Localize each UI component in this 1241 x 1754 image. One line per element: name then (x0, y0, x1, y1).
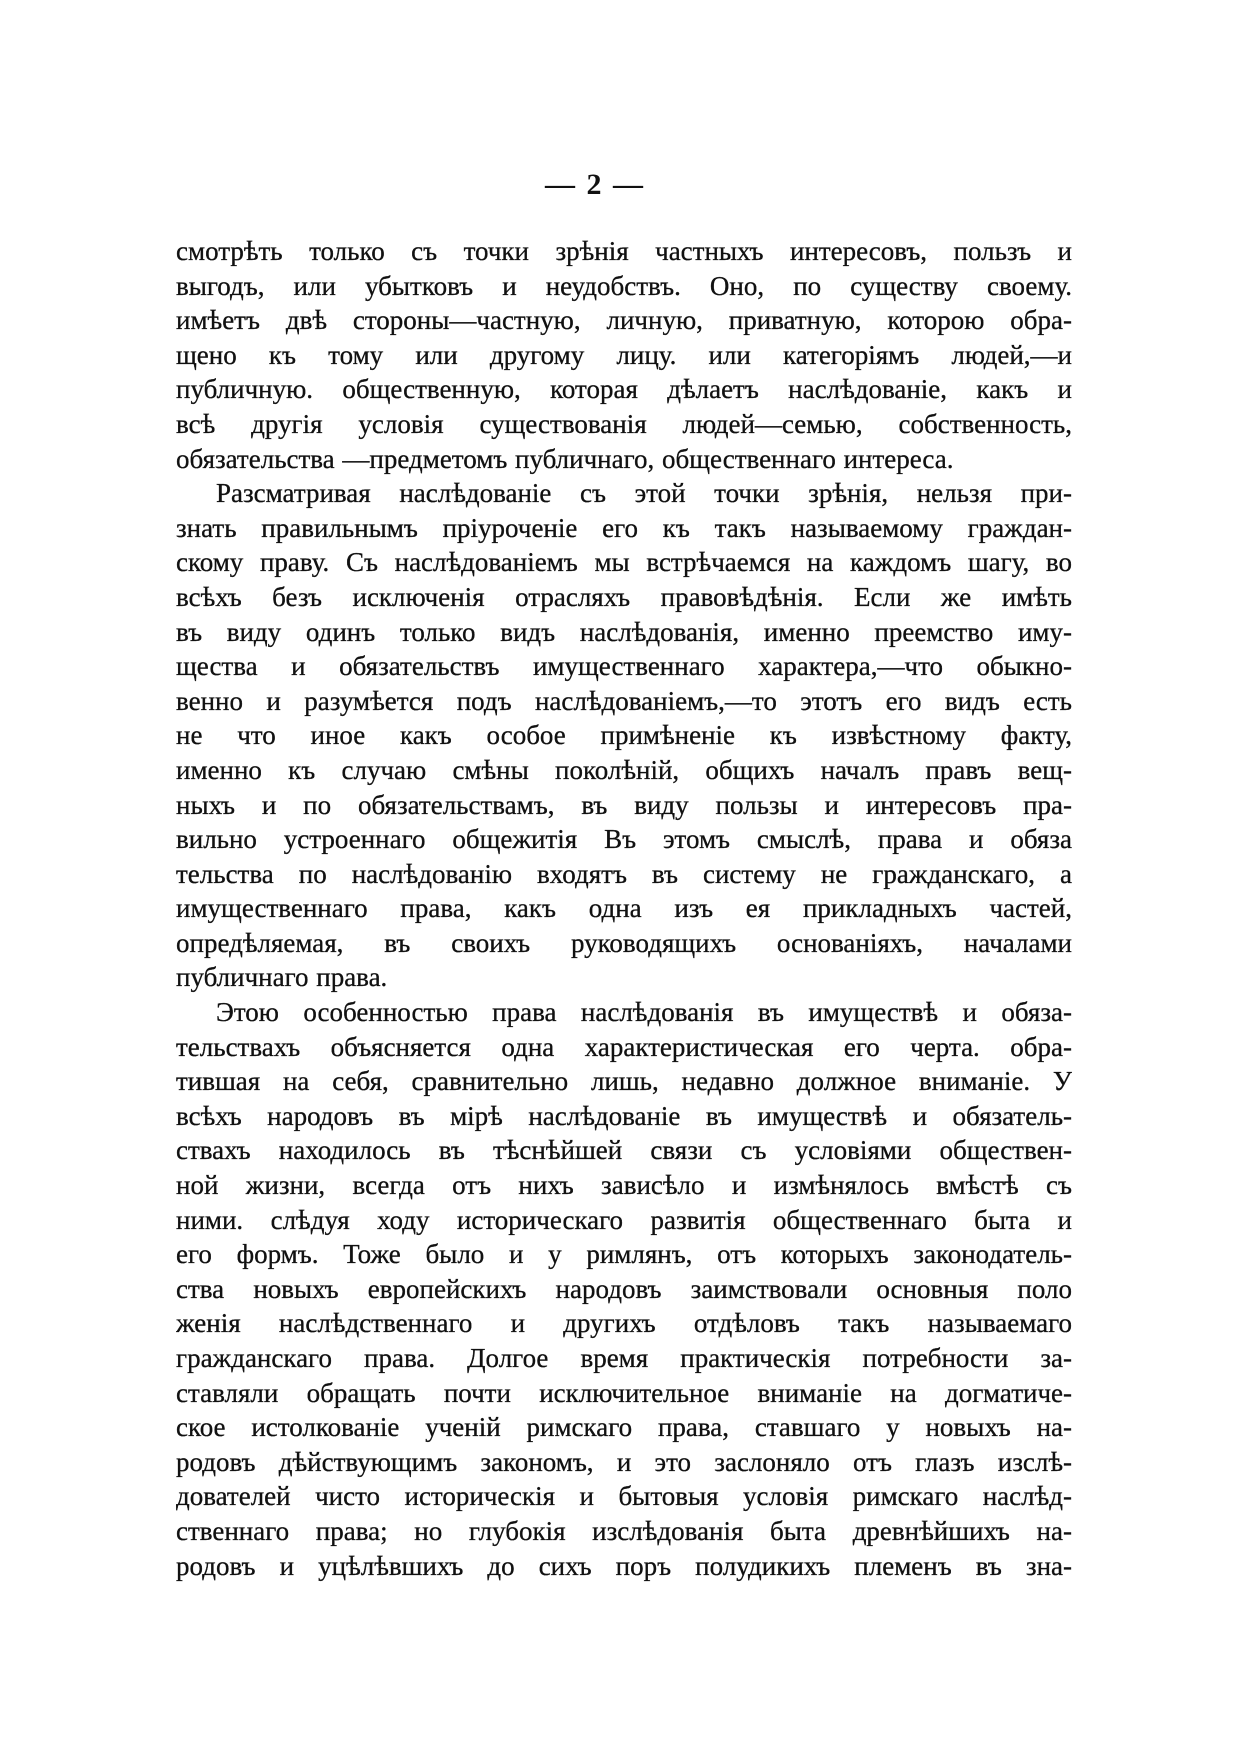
text-line: ныхъ и по обязательствамъ, въ виду пользы и интересовъ пра- (176, 789, 1072, 820)
text-line: не что иное какъ особое примѣненіе къ извѣстному факту, (176, 720, 1072, 751)
text-line: опредѣляемая, въ своихъ руководящихъ основаніяхъ, началами (176, 927, 1072, 958)
text-line: щества и обязательствъ имущественнаго характера,—что обыкно- (176, 651, 1072, 682)
text-line: имѣетъ двѣ стороны—частную, личную, приватную, которою обра- (176, 305, 1072, 336)
paragraph (176, 234, 1072, 476)
text-line: всѣхъ народовъ въ мірѣ наслѣдованіе въ имуществѣ и обязатель- (176, 1100, 1072, 1131)
page-number: — 2 — (545, 168, 645, 201)
text-line: ствахъ находилось въ тѣснѣйшей связи съ условіями обществен- (176, 1135, 1072, 1166)
paragraph (176, 995, 1072, 1583)
text-line: щено къ тому или другому лицу. или категоріямъ людей,—и (176, 339, 1072, 370)
text-line: ства новыхъ европейскихъ народовъ заимствовали основныя поло (176, 1273, 1072, 1304)
text-line: ское истолкованіе ученій римскаго права, ставшаго у новыхъ на- (176, 1412, 1072, 1443)
text-line: родовъ дѣйствующимъ закономъ, и это заслоняло отъ глазъ изслѣ- (176, 1446, 1072, 1477)
text-line: тельства по наслѣдованію входятъ въ систему не гражданскаго, а (176, 858, 1072, 889)
text-line: Разсматривая наслѣдованіе съ этой точки зрѣнія, нельзя при- (216, 478, 1072, 509)
text-line: всѣ другія условія существованія людей—семью, собственность, (176, 408, 1072, 439)
body-text (176, 234, 1072, 1583)
text-line: имущественнаго права, какъ одна изъ ея прикладныхъ частей, (176, 893, 1072, 924)
text-line: родовъ и уцѣлѣвшихъ до сихъ поръ полудикихъ племенъ въ зна- (176, 1550, 1072, 1581)
text-line: его формъ. Тоже было и у римлянъ, отъ которыхъ законодатель- (176, 1239, 1072, 1270)
text-line: тельствахъ объясняется одна характеристическая его черта. обра- (176, 1031, 1072, 1062)
text-line: ной жизни, всегда отъ нихъ зависѣло и измѣнялось вмѣстѣ съ (176, 1170, 1072, 1201)
text-line: ственнаго права; но глубокія изслѣдованія быта древнѣйшихъ на- (176, 1515, 1072, 1546)
text-line: обязательства —предметомъ публичнаго, общественнаго интереса. (176, 443, 954, 474)
text-line: знать правильнымъ пріуроченіе его къ такъ называемому граждан- (176, 512, 1072, 543)
text-line: выгодъ, или убытковъ и неудобствъ. Оно, по существу своему. (176, 270, 1072, 301)
text-line: ними. слѣдуя ходу историческаго развитія общественнаго быта и (176, 1204, 1072, 1235)
text-line: дователей чисто историческія и бытовыя условія римскаго наслѣд- (176, 1481, 1072, 1512)
text-line: публичную. общественную, которая дѣлаетъ наслѣдованіе, какъ и (176, 374, 1072, 405)
text-line: въ виду одинъ только видъ наслѣдованія, именно преемство иму- (176, 616, 1072, 647)
paragraph (176, 476, 1072, 995)
text-line: всѣхъ безъ исключенія отрасляхъ правовѣдѣнія. Если же имѣть (176, 581, 1072, 612)
text-line: венно и разумѣется подъ наслѣдованіемъ,—то этотъ его видъ есть (176, 685, 1072, 716)
text-line: смотрѣть только съ точки зрѣнія частныхъ интересовъ, пользъ и (176, 236, 1072, 266)
text-line: вильно устроеннаго общежитія Въ этомъ смыслѣ, права и обяза (176, 824, 1072, 855)
text-line: скому праву. Съ наслѣдованіемъ мы встрѣчаемся на каждомъ шагу, во (176, 547, 1072, 578)
text-line: Этою особенностью права наслѣдованія въ имуществѣ и обяза- (216, 997, 1072, 1028)
text-line: тившая на себя, сравнительно лишь, недавно должное вниманіе. У (176, 1066, 1072, 1097)
text-line: публичнаго права. (176, 962, 388, 993)
text-line: ставляли обращать почти исключительное вниманіе на догматиче- (176, 1377, 1072, 1408)
text-line: именно къ случаю смѣны поколѣній, общихъ началъ правъ вещ- (176, 754, 1072, 785)
text-line: гражданскаго права. Долгое время практическія потребности за- (176, 1343, 1072, 1373)
text-line: женія наслѣдственнаго и другихъ отдѣловъ такъ называемаго (176, 1308, 1072, 1339)
